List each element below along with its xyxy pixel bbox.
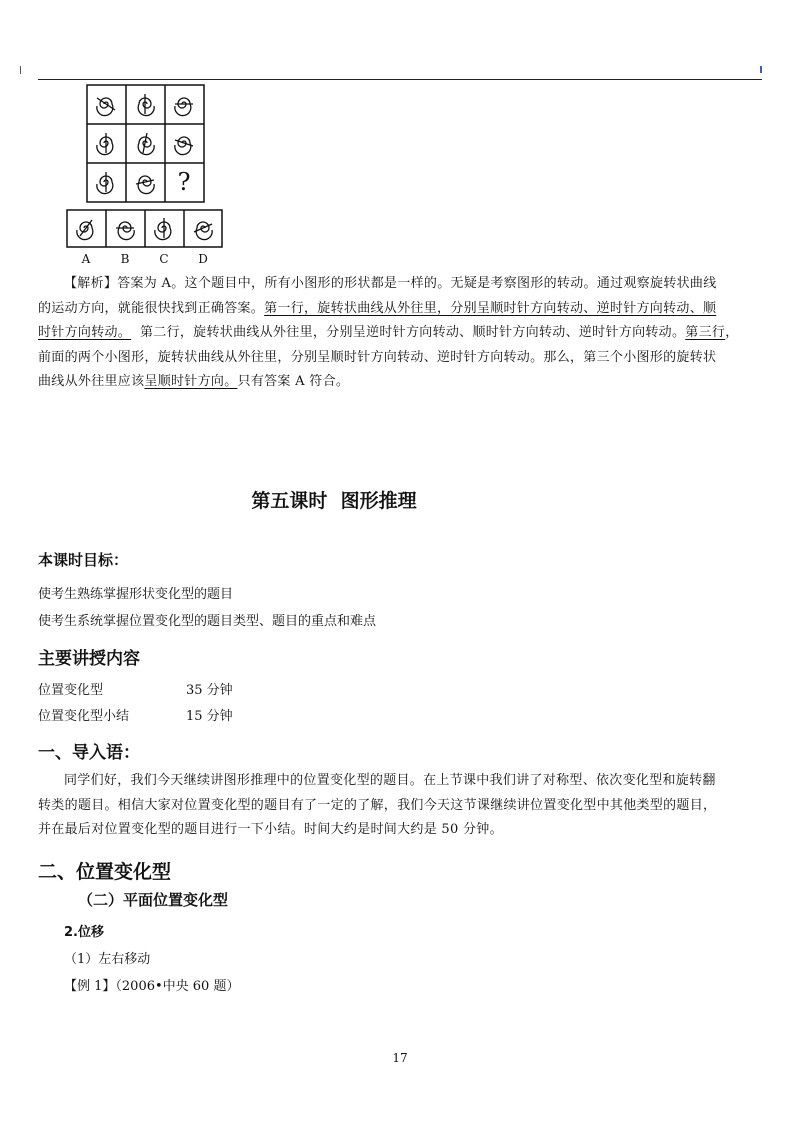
goal-2: 使考生系统掌握位置变化型的题目类型、题目的重点和难点 xyxy=(38,614,377,629)
move-label: （1）左右移动 xyxy=(64,952,151,967)
option-a-figure xyxy=(77,220,93,240)
goals-heading: 本课时目标： xyxy=(38,551,129,569)
goal-1: 使考生熟练掌握形状变化型的题目 xyxy=(38,587,234,602)
analysis-tag: 【解析】 xyxy=(64,276,118,291)
grid-cell-3-2 xyxy=(136,176,154,194)
grid-cell-2-2 xyxy=(138,133,154,155)
puzzle-figure xyxy=(60,82,240,267)
header-corner-right xyxy=(760,66,762,73)
intro-line-2: 转类的题目。相信大家对位置变化型的题目有了一定的了解，我们今天这节课继续讲位置变化型中其他类型的题目， xyxy=(38,797,717,813)
analysis-underlined: 时针方向转动。 xyxy=(38,325,132,340)
intro-paragraph xyxy=(38,769,768,843)
content-item-1-time: 35 分钟 xyxy=(186,683,233,698)
analysis-line-2 xyxy=(38,297,768,322)
grid-cell-1-1 xyxy=(97,98,115,116)
analysis-text: 曲线从外往里应该 xyxy=(38,374,145,389)
option-label-a: A xyxy=(81,252,91,266)
analysis-text: 第二行，旋转状曲线从外往里，分别呈逆时针方向转动、顺时针方向转动、逆时针方向转动。 xyxy=(139,325,686,340)
header-corner-left xyxy=(20,66,21,74)
section-2-heading: 二、位置变化型 xyxy=(38,861,172,883)
analysis-text: 答案为 A。这个题目中，所有小图形的形状都是一样的。无疑是考察图形的转动。通过观察旋转状曲线 xyxy=(117,276,717,291)
intro-line-1: 同学们好，我们今天继续讲图形推理中的位置变化型的题目。在上节课中我们讲了对称型、依次变化型和旋转翻 xyxy=(64,773,716,788)
option-label-b: B xyxy=(120,252,130,266)
missing-cell-question-mark: ? xyxy=(177,168,191,196)
grid-cell-1-3 xyxy=(175,98,193,116)
grid-cell-3-1 xyxy=(97,172,113,194)
analysis-text: 的运动方向，就能很快找到正确答案。 xyxy=(38,300,265,316)
content-item-2-time: 15 分钟 xyxy=(186,709,233,724)
example-label: 【例 1】（2006•中央 60 题） xyxy=(64,979,240,994)
analysis-underlined: 呈顺时针方向。 xyxy=(144,374,238,389)
analysis-line-4 xyxy=(38,346,768,371)
sub-heading: （二）平面位置变化型 xyxy=(78,891,229,909)
analysis-underlined: 第一行，旋转状曲线从外往里，分别呈顺时针方向转动、逆时针方向转动、顺 xyxy=(264,300,717,316)
grid-cell-2-1 xyxy=(97,133,113,155)
grid-cell-2-3 xyxy=(175,137,193,155)
grid-cell-1-2 xyxy=(138,94,154,116)
options-row xyxy=(67,210,222,247)
content-heading: 主要讲授内容 xyxy=(38,649,140,669)
option-d-figure xyxy=(194,222,212,240)
analysis-underlined: 第三行 xyxy=(685,325,726,340)
page-number: 17 xyxy=(392,1051,408,1065)
analysis-text: 只有答案 A 符合。 xyxy=(237,374,350,389)
lesson-title: 第五课时 图形推理 xyxy=(251,490,417,512)
analysis-line-1 xyxy=(38,272,768,297)
option-label-d: D xyxy=(198,252,208,266)
option-c-figure xyxy=(155,218,171,240)
content-item-2-name: 位置变化型小结 xyxy=(38,709,130,724)
analysis-paragraph xyxy=(38,272,768,395)
analysis-line-3 xyxy=(38,321,768,346)
content-item-1-name: 位置变化型 xyxy=(38,683,104,698)
header-rule xyxy=(38,79,762,80)
analysis-line-5 xyxy=(38,370,768,395)
analysis-text: ， xyxy=(725,325,739,340)
option-b-figure xyxy=(116,222,134,240)
analysis-text: 前面的两个小图形，旋转状曲线从外往里，分别呈顺时针方向转动、逆时针方向转动。那么，第三个小图形的旋转状 xyxy=(38,349,717,365)
intro-heading: 一、导入语： xyxy=(38,743,140,763)
option-label-c: C xyxy=(159,252,169,266)
intro-line-3: 并在最后对位置变化型的题目进行一下小结。时间大约是时间大约是 50 分钟。 xyxy=(38,822,503,837)
subsub-heading: 2.位移 xyxy=(64,925,104,940)
